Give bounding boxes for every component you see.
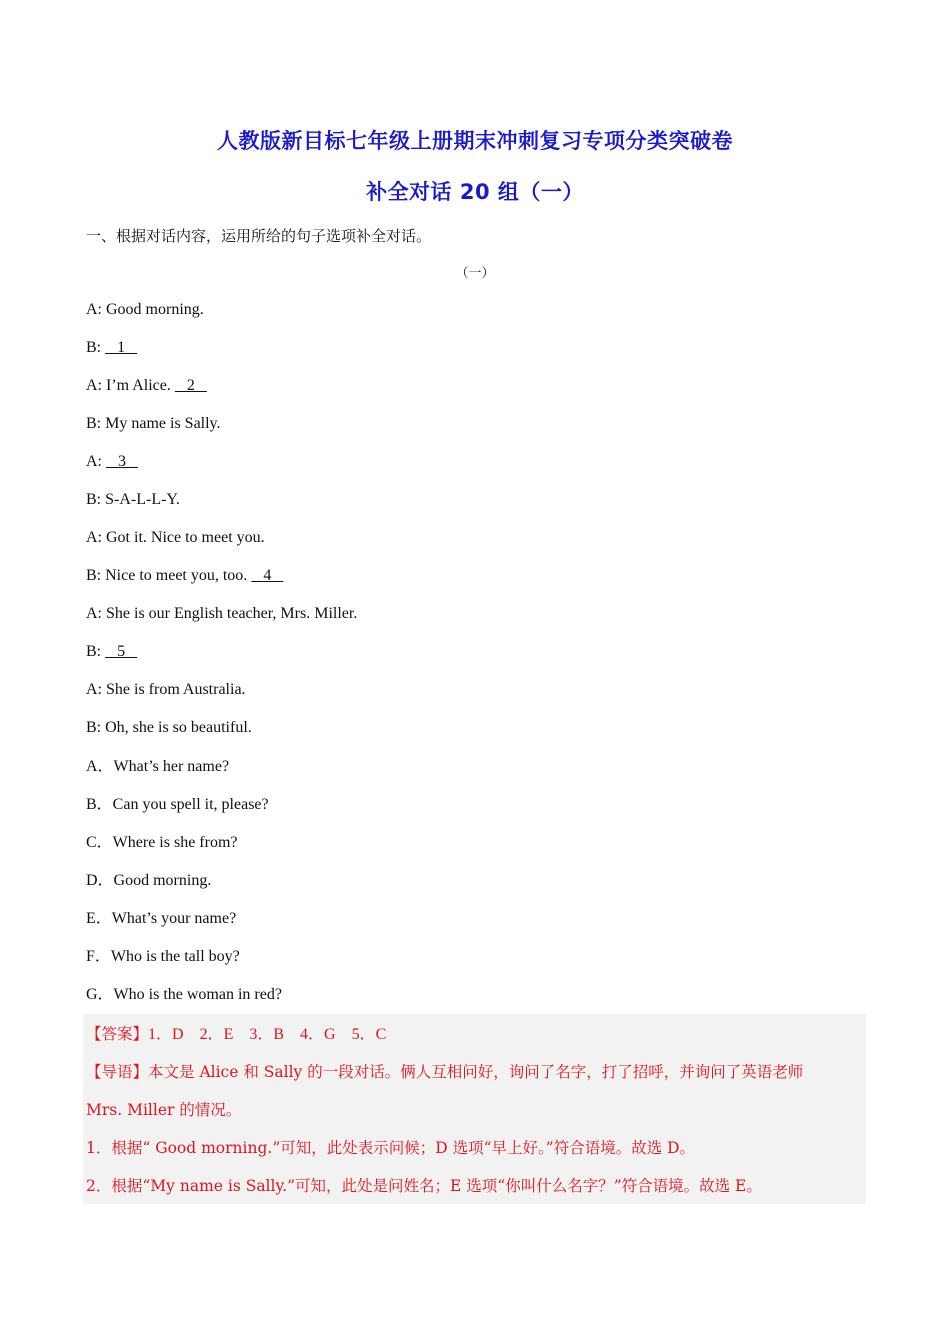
dialogue-text: A: She is from Australia. <box>86 681 246 698</box>
guide-text-2: Mrs. Miller 的情况。 <box>86 1101 242 1119</box>
answer-blank[interactable]: 2 <box>174 377 207 394</box>
dialogue-line <box>86 566 283 586</box>
dialogue-line <box>86 452 138 472</box>
dialogue-line <box>86 414 221 434</box>
dialogue-line <box>86 376 207 396</box>
answer-line <box>86 1023 386 1046</box>
group-label: （一） <box>455 266 495 281</box>
guide-label: 【导语】 <box>86 1063 149 1081</box>
option-item: F．Who is the tall boy? <box>86 948 240 965</box>
dialogue-line <box>86 528 265 548</box>
dialogue-line <box>86 604 357 624</box>
dialogue-line <box>86 642 137 662</box>
answer-label: 【答案】 <box>86 1025 149 1043</box>
instruction: 一、根据对话内容，运用所给的句子选项补全对话。 <box>86 227 432 245</box>
dialogue-text: A: <box>86 453 106 470</box>
page-title: 人教版新目标七年级上册期末冲刺复习专项分类突破卷 <box>217 129 733 153</box>
dialogue-text: A: Good morning. <box>86 301 204 318</box>
answer-text: 1．D 2．E 3．B 4．G 5．C <box>148 1026 387 1043</box>
dialogue-line <box>86 680 246 700</box>
dialogue-text: A: Got it. Nice to meet you. <box>86 529 265 546</box>
explanation-1: 1．根据“ Good morning.”可知，此处表示问候；D 选项“早上好。”符合语境。故选 D。 <box>86 1139 696 1157</box>
option-item: E．What’s your name? <box>86 910 237 927</box>
dialogue-text: B: <box>86 643 106 660</box>
dialogue-text: B: <box>86 339 106 356</box>
answer-blank[interactable]: 3 <box>106 453 138 470</box>
guide-text-1: 本文是 Alice 和 Sally 的一段对话。俩人互相问好，询问了名字，打了招呼，并询问了英语老师 <box>148 1063 804 1081</box>
dialogue-text: A: I’m Alice. <box>86 377 175 394</box>
option-item: C．Where is she from? <box>86 834 238 851</box>
option-item: G．Who is the woman in red? <box>86 986 282 1003</box>
answer-blank[interactable]: 1 <box>105 339 138 356</box>
dialogue-text: B: Nice to meet you, too. <box>86 567 252 584</box>
dialogue-line <box>86 718 252 738</box>
dialogue-line <box>86 490 180 510</box>
dialogue-line <box>86 338 137 358</box>
page-subtitle: 补全对话 20 组（一） <box>366 180 584 204</box>
dialogue-line <box>86 300 204 320</box>
dialogue-text: B: S-A-L-L-Y. <box>86 491 180 508</box>
dialogue-text: B: My name is Sally. <box>86 415 221 432</box>
option-item: B．Can you spell it, please? <box>86 796 269 813</box>
explanation-2: 2．根据“My name is Sally.”可知，此处是问姓名；E 选项“你叫什么名字？”符合语境。故选 E。 <box>86 1177 762 1195</box>
answer-blank[interactable]: 4 <box>251 567 284 584</box>
option-item: A．What’s her name? <box>86 758 230 775</box>
option-item: D．Good morning. <box>86 872 212 889</box>
answer-blank[interactable]: 5 <box>105 643 138 660</box>
dialogue-text: A: She is our English teacher, Mrs. Miller. <box>86 605 358 622</box>
dialogue-text: B: Oh, she is so beautiful. <box>86 719 252 736</box>
guide-line <box>86 1061 803 1084</box>
